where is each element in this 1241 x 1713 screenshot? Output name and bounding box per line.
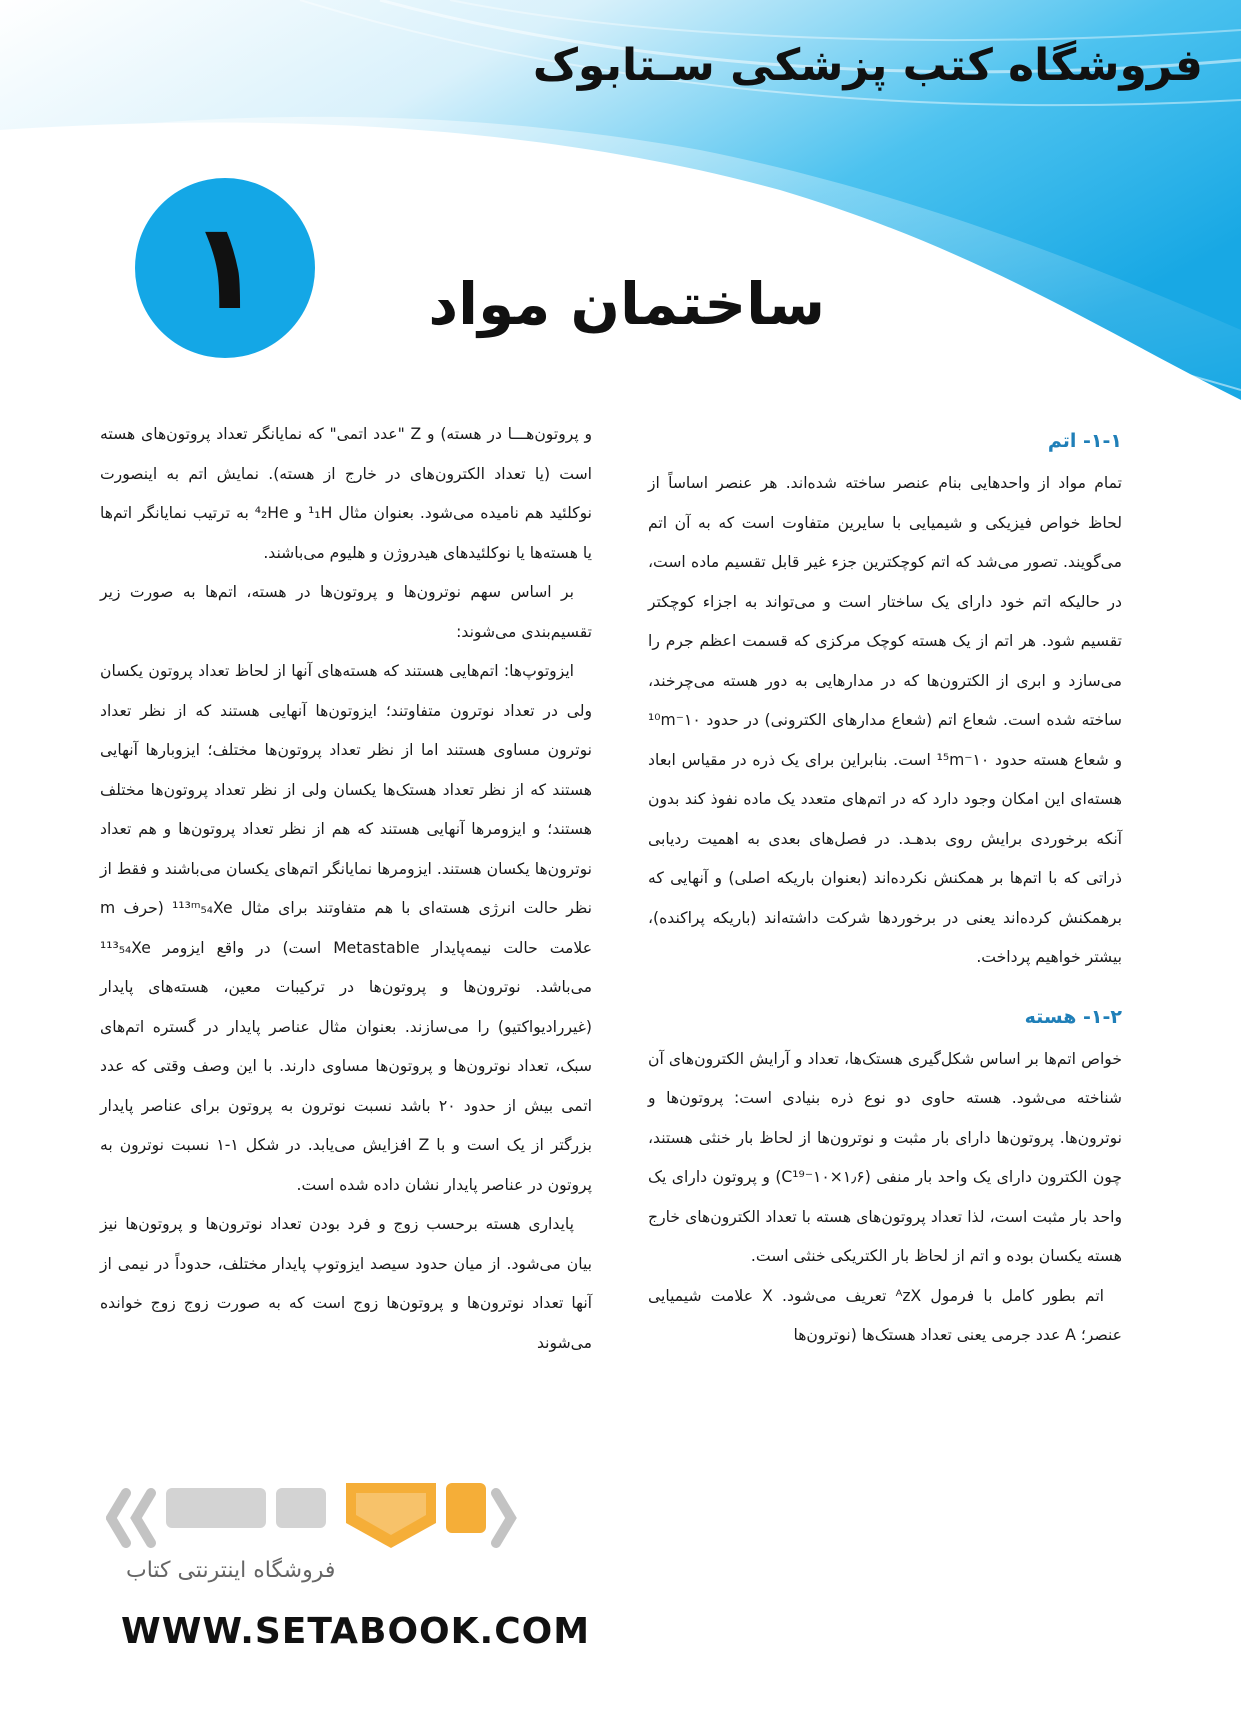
right-column <box>648 430 1122 1356</box>
section-heading-nucleus: ۱-۲- هسته <box>1024 1005 1122 1028</box>
store-title: فروشگاه کتب پزشکی سـتابوک <box>532 40 1203 91</box>
paragraph: و پروتون‌هـــا در هسته) و Z "عدد اتمی" که نمایانگر تعداد پروتون‌های هسته است (یا تعداد الکترون‌های در خارج از هسته). نمایش اتم به اینصورت نوکلئید هم نامیده می‌شود. بعنوان مثال ¹₁H و ⁴₂He به ترتیب نمایانگر اتم‌ها یا هسته‌ها یا نوکلئیدهای هیدروژن و هلیوم می‌باشند. <box>100 425 592 562</box>
chapter-title: ساختمان مواد <box>428 270 825 338</box>
left-column <box>100 415 592 1363</box>
watermark-url: WWW.SETABOOK.COM <box>121 1611 591 1652</box>
chapter-number-badge <box>135 178 315 358</box>
chapter-number: ۱ <box>188 198 262 337</box>
paragraph: پایداری هسته برحسب زوج و فرد بودن تعداد نوترون‌ها و پروتون‌ها نیز بیان می‌شود. از میان حدود سیصد ایزوتوپ پایدار مختلف، حدوداً در نیمی از آنها تعداد نوترون‌ها و پروتون‌ها زوج است که به صورت زوج زوج خوانده می‌شوند <box>100 1215 592 1352</box>
watermark-subtitle: فروشگاه اینترنتی کتاب <box>126 1558 336 1583</box>
paragraph: ایزوتوپ‌ها: اتم‌هایی هستند که هسته‌های آنها از لحاظ تعداد پروتون یکسان ولی در تعداد نوترون متفاوتند؛ ایزوتون‌ها آنهایی هستند که از نظر تعداد نوترون مساوی هستند اما از نظر تعداد پروتون‌ها مختلف؛ ایزوبارها آنهایی هستند که از نظر تعداد هستک‌ها یکسان ولی از نظر تعداد پروتون‌ها مختلف هستند؛ و ایزومرها آنهایی هستند که هم از نظر تعداد پروتون‌ها و هم تعداد نوترون‌ها یکسان هستند. ایزومرها نمایانگر اتم‌های یکسان می‌باشند و فقط از نظر حالت انرژی هسته‌ای با هم متفاوتند برای مثال ¹¹³ᵐ₅₄Xe (حرف m علامت حالت نیمه‌پایدار Metastable است) در واقع ایزومر ¹¹³₅₄Xe می‌باشد. نوترون‌ها و پروتون‌ها در ترکیبات معین، هسته‌های پایدار (غیررادیواکتیو) را می‌سازند. بعنوان مثال عناصر پایدار در گستره اتم‌های سبک، تعداد نوترون‌ها و پروتون‌ها مساوی دارند. با این وصف وقتی که عدد اتمی بیش از حدود ۲۰ باشد نسبت نوترون به پروتون برای عناصر پایدار بزرگتر از یک است و با Z افزایش می‌یابد. در شکل ۱-۱ نسبت نوترون به پروتون در عناصر پایدار نشان داده شده است. <box>100 662 593 1194</box>
section-heading-atom: ۱-۱- اتم <box>1047 430 1122 452</box>
paragraph: بر اساس سهم نوترون‌ها و پروتون‌ها در هسته، اتم‌ها به صورت زیر تقسیم‌بندی می‌شوند: <box>100 583 592 641</box>
paragraph: خواص اتم‌ها بر اساس شکل‌گیری هستک‌ها، تعداد و آرایش الکترون‌های آن شناخته می‌شود. هسته حاوی دو نوع ذره بنیادی است: پروتون‌ها و نوترون‌ها. پروتون‌ها دارای بار مثبت و نوترون‌ها از لحاظ بار خنثی هستند، چون الکترون دارای یک واحد بار منفی (C¹⁹⁻۱۰×۱٫۶) و پروتون دارای یک واحد بار مثبت است، لذا تعداد پروتون‌های هسته با تعداد الکترون‌های خارج هسته یکسان بوده و اتم از لحاظ بار الکتریکی خنثی است. <box>648 1049 1123 1265</box>
paragraph: اتم بطور کامل با فرمول ᴬzX تعریف می‌شود. X علامت شیمیایی عنصر؛ A عدد جرمی یعنی تعداد هستک‌ها (نوترون‌ها <box>648 1286 1122 1344</box>
paragraph: تمام مواد از واحدهایی بنام عنصر ساخته شده‌اند. هر عنصر اساساً از لحاظ خواص فیزیکی و شیمیایی با سایرین متفاوت است که به آن اتم می‌گویند. تصور می‌شد که اتم کوچکترین جزء غیر قابل تقسیم ماده است، در حالیکه اتم خود دارای یک ساختار است و می‌تواند به اجزاء کوچکتر تقسیم شود. هر اتم از یک هسته کوچک مرکزی که قسمت اعظم جرم را می‌سازد و ابری از الکترون‌ها که در مدارهایی به دور هسته می‌چرخند، ساخته شده است. شعاع اتم (شعاع مدارهای الکترونی) در حدود ۱۰⁻¹⁰m و شعاع هسته حدود ۱۰⁻¹⁵m است. بنابراین برای یک ذره در مقیاس ابعاد هسته‌ای این امکان وجود دارد که در اتم‌های متعدد یک ماده نفوذ کند بدون آنکه برخوردی برایش روی بدهـد. در فصل‌های بعدی به اهمیت ردیابی ذراتی که با اتم‌ها بر همکنش نکرده‌اند (بعنوان باریکه اصلی) و آنهایی که برهمکنش کرده‌اند یعنی در برخوردها شرکت داشته‌اند (باریکه پراکنده)، بیشتر خواهیم پرداخت. <box>648 474 1122 966</box>
watermark <box>106 1463 591 1713</box>
